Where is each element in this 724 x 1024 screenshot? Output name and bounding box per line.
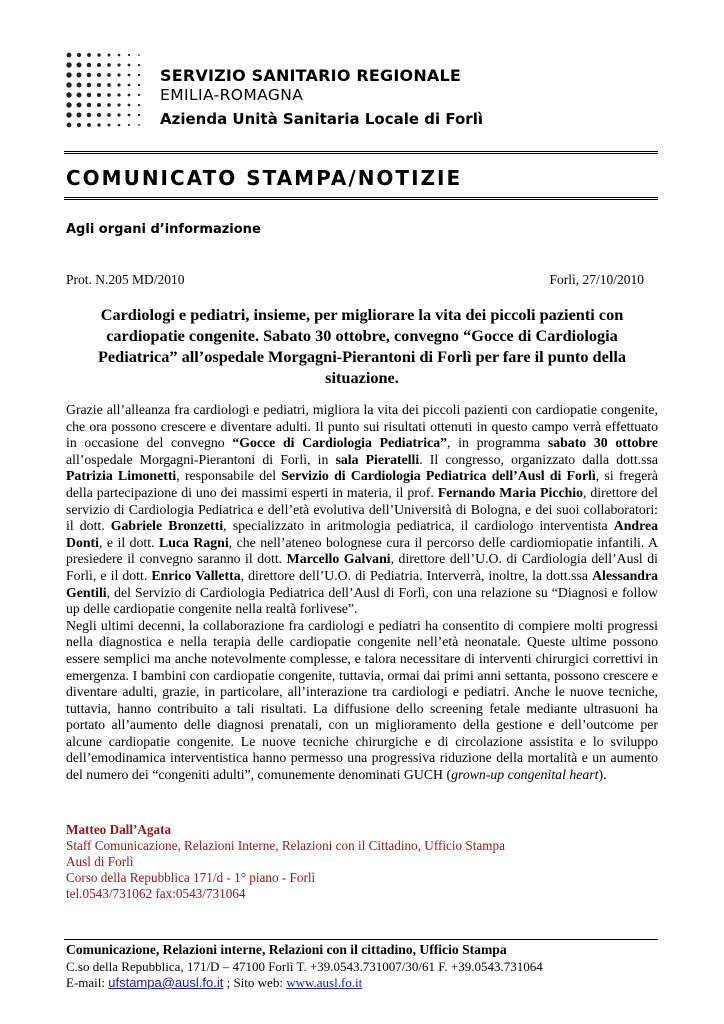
logo-dot (118, 124, 121, 127)
text-run: ). (598, 767, 607, 783)
text-run: , si fregerà della partecipazione di uno dei massimi esperti in materia, il prof. (66, 468, 658, 500)
footer-contacts (66, 975, 666, 992)
logo-dot-grid-icon (64, 50, 146, 130)
logo (64, 50, 564, 140)
logo-dot (107, 113, 111, 117)
logo-dot (66, 102, 71, 107)
logo-dot (138, 124, 140, 126)
logo-dot (107, 93, 111, 97)
logo-dot (128, 74, 131, 77)
logo-dot (107, 73, 111, 77)
bold-run: Patrizia Limonetti (66, 468, 177, 484)
text-run: , direttore del servizio di Cardiologia Pediatrica e dell’età evolutiva dell’Università di Bologna, e dei suoi collaboratori: il dott. (66, 484, 658, 534)
text-run: , del Servizio di Cardiologia Pediatrica dell’Ausl di Forlì, con una relazione su “Diagnosi e follow up delle cardiopatie congenite nella realtà forlivese”. (66, 584, 658, 617)
email-link[interactable]: ufstampa@ausl.fo.it (108, 975, 224, 990)
footer-address: C.so della Repubblica, 171/D – 47100 Forlì T. +39.0543.731007/30/61 F. +39.0543.731064 (66, 958, 543, 974)
logo-dot (66, 82, 71, 87)
footer (66, 942, 666, 992)
logo-dot (117, 113, 120, 116)
logo-dot (128, 84, 131, 87)
text-run: , specializzato in aritmologia pediatrica, il cardiologo interventista (223, 518, 614, 534)
signature-phone: tel.0543/731062 fax:0543/731064 (66, 886, 246, 901)
page-title: COMUNICATO STAMPA/NOTIZIE (66, 166, 463, 190)
email-label: E-mail: (66, 975, 109, 990)
text-run: Negli ultimi decenni, la collaborazione fra cardiologi e pediatri ha consentito di compiere molti progressi nella diagnostica e nella terapia delle cardiopatie congenite nell’età neonatale. Queste ultime possono essere semplici ma anche notevolmente complesse, e talora necessitare di interventi chirurgici correttivi in emergenza. I bambini con cardiopatie congenite, tuttavia, ormai dai primi anni settanta, possono crescere e diventare adulti, grazie, in particolare, all’interazione tra cardiologi e pediatri. Anche le nuove tecniche, tuttavia, hanno contribuito a tali risultati. La diffusione dello screening fetale mediante ultrasuoni ha portato all’aumento delle diagnosi prenatali, con un miglioramento della gestione e dell’outcome per alcune cardiopatie congenite. Le nuove tecniche chirurgiche e di circolazione assistita e lo sviluppo dell’emodinamica interventistica hanno permesso una progressiva riduzione della mortalità e un aumento del numero dei “congeniti adulti”, comunemente denominati GUCH ( (66, 617, 658, 783)
logo-dot (128, 54, 130, 56)
logo-dot (87, 53, 91, 57)
text-run: , direttore dell’U.O. di Cardiologia dell’Ausl di Forlì, e il dott. (66, 551, 659, 583)
text-run: , responsabile del (176, 468, 282, 484)
bold-run: Servizio di Cardiologia Pediatrica dell’Ausl di Forlì (281, 468, 596, 484)
text-run: , e il dott. (98, 534, 160, 550)
logo-dot (97, 123, 100, 126)
signature-org: Ausl di Forlì (66, 854, 134, 869)
paragraph-1 (66, 402, 658, 618)
text-run: , direttore dell’U.O. di Pediatria. Interverrà, inoltre, la dott.ssa (240, 567, 593, 583)
signature-address: Corso della Repubblica 171/d - 1° piano - Forlì (66, 870, 316, 885)
logo-dot (107, 83, 111, 87)
text-run: . Il congresso, organizzato dalla dott.ssa (419, 451, 658, 467)
logo-dot (97, 103, 101, 107)
logo-dot (107, 103, 111, 107)
footer-title: Comunicazione, Relazioni interne, Relazioni con il cittadino, Ufficio Stampa (66, 942, 507, 957)
signature-name: Matteo Dall’Agata (66, 822, 172, 837)
logo-dot (138, 54, 140, 56)
logo-dot (87, 73, 92, 78)
text-run: , in programma (447, 435, 548, 451)
bold-run: Enrico Valletta (151, 567, 241, 583)
bold-run: Alessandra Gentili (66, 567, 658, 600)
logo-dot (87, 103, 92, 108)
logo-dot (117, 73, 120, 76)
bold-run: Luca Ragni (159, 534, 229, 550)
divider-title (64, 197, 658, 200)
logo-dot (66, 62, 71, 67)
logo-dot (66, 92, 71, 97)
bold-run: Gabriele Bronzetti (110, 518, 224, 534)
logo-dot (97, 73, 101, 77)
logo-dot (87, 83, 92, 88)
logo-dot (107, 123, 110, 126)
divider-footer (64, 939, 658, 940)
bold-run: Marcello Galvani (286, 551, 391, 567)
bold-run: “Gocce di Cardiologia Pediatrica” (232, 435, 448, 451)
logo-dot (128, 114, 131, 117)
logo-dot (87, 123, 91, 127)
logo-dot (77, 113, 82, 118)
logo-dot (77, 53, 81, 57)
logo-dot (87, 113, 92, 118)
org-line-2: EMILIA-ROMAGNA (160, 86, 304, 104)
website-link[interactable]: www.ausl.fo.it (286, 975, 363, 990)
headline: Cardiologi e pediatri, insieme, per migliorare la vita dei piccoli pazienti con cardiopatie congenite. Sabato 30 ottobre, convegno “Gocce di Cardiologia Pediatrica” all’ospedale Morgagni-Pierantoni di Forlì per fare il punto della situazione. (97, 305, 627, 387)
logo-dot (77, 93, 82, 98)
italic-run: grown-up congenital heart (451, 767, 599, 783)
logo-dot (128, 104, 131, 107)
logo-dot (67, 53, 72, 58)
logo-dot (97, 113, 101, 117)
logo-dot (66, 112, 71, 117)
logo-dot (138, 94, 140, 96)
logo-dot (128, 64, 131, 67)
logo-dot (87, 93, 92, 98)
logo-dot (128, 94, 131, 97)
body-text (66, 402, 658, 784)
logo-dot (97, 63, 101, 67)
logo-dot (77, 103, 82, 108)
logo-dot (117, 63, 120, 66)
logo-dot (138, 74, 140, 76)
paragraph-2 (66, 618, 658, 784)
logo-dot (117, 103, 120, 106)
logo-dot (97, 53, 100, 56)
org-line-1: SERVIZIO SANITARIO REGIONALE (160, 66, 462, 85)
text-run: Grazie all’alleanza fra cardiologi e pediatri, migliora la vita dei piccoli pazienti con cardiopatie congenite, che ora possono crescere e diventare adulti. Il punto sui risultati ottenuti in questo campo verrà effettuato in occasione del convegno (66, 402, 658, 451)
logo-dot (77, 63, 82, 68)
logo-dot (138, 104, 140, 106)
logo-dot (87, 63, 92, 68)
logo-dot (97, 83, 101, 87)
logo-dot (66, 72, 71, 77)
divider-top (64, 151, 658, 154)
logo-dot (77, 83, 82, 88)
logo-dot (138, 64, 140, 66)
logo-dot (107, 63, 111, 67)
logo-dot (118, 54, 121, 57)
logo-dot (138, 84, 140, 86)
signature-office: Staff Comunicazione, Relazioni Interne, Relazioni con il Cittadino, Ufficio Stampa (66, 838, 505, 853)
logo-dot (97, 93, 101, 97)
logo-dot (107, 53, 110, 56)
logo-dot (77, 73, 82, 78)
logo-dot (77, 123, 81, 127)
bold-run: sala Pieratelli (335, 451, 420, 467)
text-run: all’ospedale Morgagni-Pierantoni di Forlì, in (66, 451, 336, 467)
bold-run: Fernando Maria Picchio (437, 484, 583, 500)
logo-dot (117, 83, 120, 86)
bold-run: Andrea Donti (66, 518, 658, 550)
org-line-3: Azienda Unità Sanitaria Locale di Forlì (160, 110, 483, 128)
date: Forlì, 27/10/2010 (549, 272, 644, 287)
web-label: ; Sito web: (223, 975, 287, 990)
logo-dot (117, 93, 120, 96)
bold-run: sabato 30 ottobre (547, 435, 659, 451)
logo-dot (138, 114, 140, 116)
signature (66, 822, 505, 902)
recipients: Agli organi d’informazione (66, 222, 261, 237)
logo-dot (128, 124, 130, 126)
logo-dot (67, 123, 72, 128)
text-run: , che nell’ateneo bolognese cura il percorso delle cardiomiopatie infantili. A presiedere il convegno saranno il dott. (66, 534, 658, 567)
protocol-number: Prot. N.205 MD/2010 (66, 272, 185, 287)
